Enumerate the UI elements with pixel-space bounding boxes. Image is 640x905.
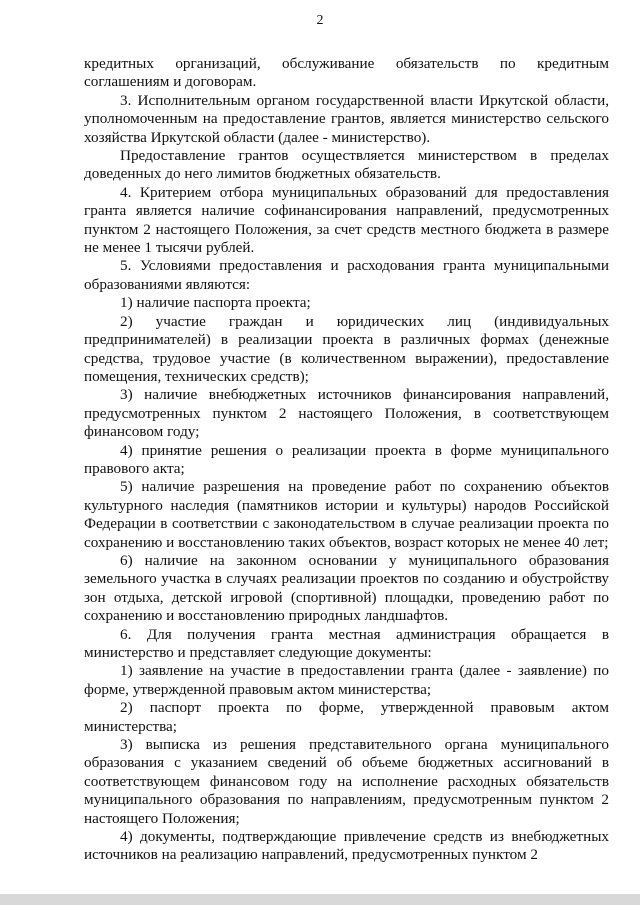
list-item-5-5: 5) наличие разрешения на проведение работ по сохранению объектов культурного наследия (памятников истории и культуры) народов Российской Федерации в соответствии с законодательством в случае реализации проекта по сохранению и восстановлению таких объектов, возраст которых не менее 40 лет; <box>84 478 609 551</box>
list-item-6-2: 2) паспорт проекта по форме, утвержденной правовым актом министерства; <box>84 699 609 735</box>
paragraph-grant-limits: Предоставление грантов осуществляется министерством в пределах доведенных до него лимитов бюджетных обязательств. <box>84 147 609 183</box>
list-item-6-4: 4) документы, подтверждающие привлечение средств из внебюджетных источников на реализацию направлений, предусмотренных пунктом 2 <box>84 828 609 864</box>
paragraph-item-6: 6. Для получения гранта местная администрация обращается в министерство и представляет следующие документы: <box>84 625 609 661</box>
paragraph-item-3: 3. Исполнительным органом государственной власти Иркутской области, уполномоченным на предоставление грантов, является министерство сельского хозяйства Иркутской области (далее - министерство). <box>84 91 609 146</box>
list-item-5-1: 1) наличие паспорта проекта; <box>120 294 311 312</box>
scan-bottom-edge <box>0 894 640 905</box>
list-item-5-4: 4) принятие решения о реализации проекта в форме муниципального правового акта; <box>84 441 609 477</box>
document-body <box>84 55 609 865</box>
list-item-6-1: 1) заявление на участие в предоставлении гранта (далее - заявление) по форме, утвержденной правовым актом министерства; <box>84 662 609 698</box>
list-item-5-6: 6) наличие на законном основании у муниципального образования земельного участка в случаях реализации проектов по созданию и обустройству зон отдыха, детской игровой (спортивной) площадки, проведению работ по сохранению и восстановлению природных ландшафтов. <box>84 551 609 625</box>
paragraph-item-5: 5. Условиями предоставления и расходования гранта муниципальными образованиями являются: <box>84 257 609 293</box>
paragraph-continuation: кредитных организаций, обслуживание обязательств по кредитным соглашениям и договорам. <box>84 55 609 91</box>
list-item-5-2: 2) участие граждан и юридических лиц (индивидуальных предпринимателей) в реализации проекта в различных формах (денежные средства, трудовое участие (в количественном выражении), предоставление помещения, технических средств); <box>84 312 609 385</box>
list-item-6-3: 3) выписка из решения представительного органа муниципального образования с указанием сведений об объеме бюджетных ассигнований в соответствующем финансовом году на исполнение расходных обязательств муниципального образования по направлениям, предусмотренным пунктом 2 настоящего Положения; <box>84 736 609 827</box>
list-item-5-3: 3) наличие внебюджетных источников финансирования направлений, предусмотренных пунктом 2 настоящего Положения, в соответствующем финансовом году; <box>84 386 609 441</box>
page-number: 2 <box>316 13 324 28</box>
paragraph-item-4: 4. Критерием отбора муниципальных образований для предоставления гранта является наличие софинансирования направлений, предусмотренных пунктом 2 настоящего Положения, за счет средств местного бюджета в размере не менее 1 тысячи рублей. <box>84 183 609 257</box>
